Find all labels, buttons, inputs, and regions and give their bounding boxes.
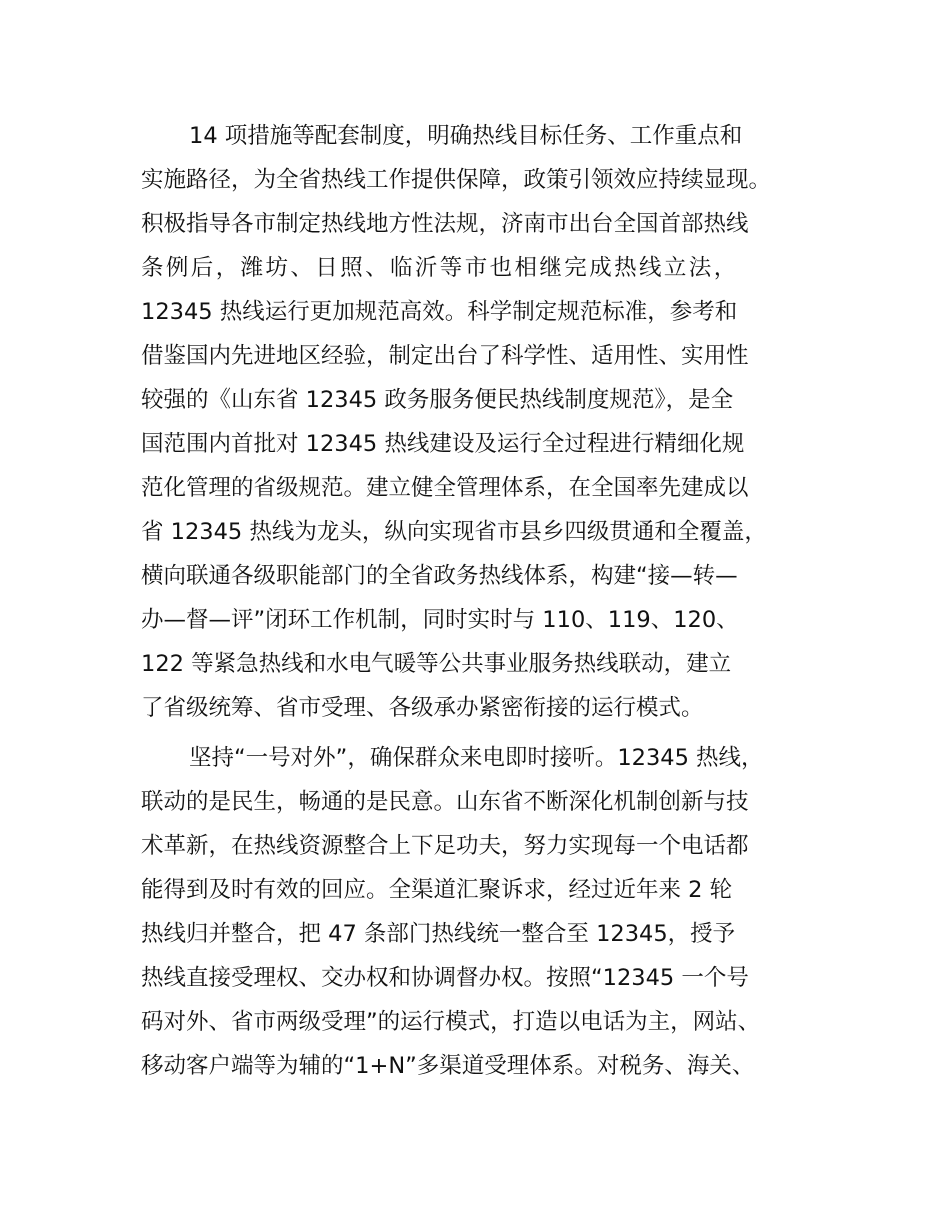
text-line: 较强的《山东省 12345 政务服务便民热线制度规范》，是全	[141, 387, 734, 413]
text-line: 借鉴国内先进地区经验，制定出台了科学性、适用性、实用性	[141, 343, 749, 369]
text-line: 坚持“一号对外”，确保群众来电即时接听。12345 热线，	[189, 745, 764, 771]
text-line: 14 项措施等配套制度，明确热线目标任务、工作重点和	[189, 123, 743, 149]
text-line: 积极指导各市制定热线地方性法规，济南市出台全国首部热线	[141, 211, 749, 237]
text-line: 范化管理的省级规范。建立健全管理体系，在全国率先建成以	[141, 475, 749, 501]
text-line: 条例后，潍坊、日照、临沂等市也相继完成热线立法，	[141, 255, 739, 281]
text-line: 移动客户端等为辅的“1+N”多渠道受理体系。对税务、海关、	[141, 1053, 755, 1079]
text-line: 热线归并整合，把 47 条部门热线统一整合至 12345，授予	[141, 921, 736, 947]
text-line: 联动的是民生，畅通的是民意。山东省不断深化机制创新与技	[141, 789, 749, 815]
text-line: 热线直接受理权、交办权和协调督办权。按照“12345 一个号	[141, 965, 749, 991]
text-line: 码对外、省市两级受理”的运行模式，打造以电话为主，网站、	[141, 1009, 761, 1035]
text-line: 能得到及时有效的回应。全渠道汇聚诉求，经过近年来 2 轮	[141, 877, 733, 903]
text-line: 国范围内首批对 12345 热线建设及运行全过程进行精细化规	[141, 431, 745, 457]
text-line: 横向联通各级职能部门的全省政务热线体系，构建“接—转—	[141, 563, 738, 589]
text-line: 122 等紧急热线和水电气暖等公共事业服务热线联动，建立	[141, 651, 732, 677]
text-line: 省 12345 热线为龙头，纵向实现省市县乡四级贯通和全覆盖，	[141, 519, 767, 545]
text-line: 12345 热线运行更加规范高效。科学制定规范标准，参考和	[141, 299, 738, 325]
text-line: 办—督—评”闭环工作机制，同时实时与 110、119、120、	[141, 607, 739, 633]
text-line: 了省级统筹、省市受理、各级承办紧密衔接的运行模式。	[141, 695, 704, 721]
text-line: 术革新，在热线资源整合上下足功夫，努力实现每一个电话都	[141, 833, 749, 859]
text-line: 实施路径，为全省热线工作提供保障，政策引领效应持续显现。	[141, 167, 772, 193]
